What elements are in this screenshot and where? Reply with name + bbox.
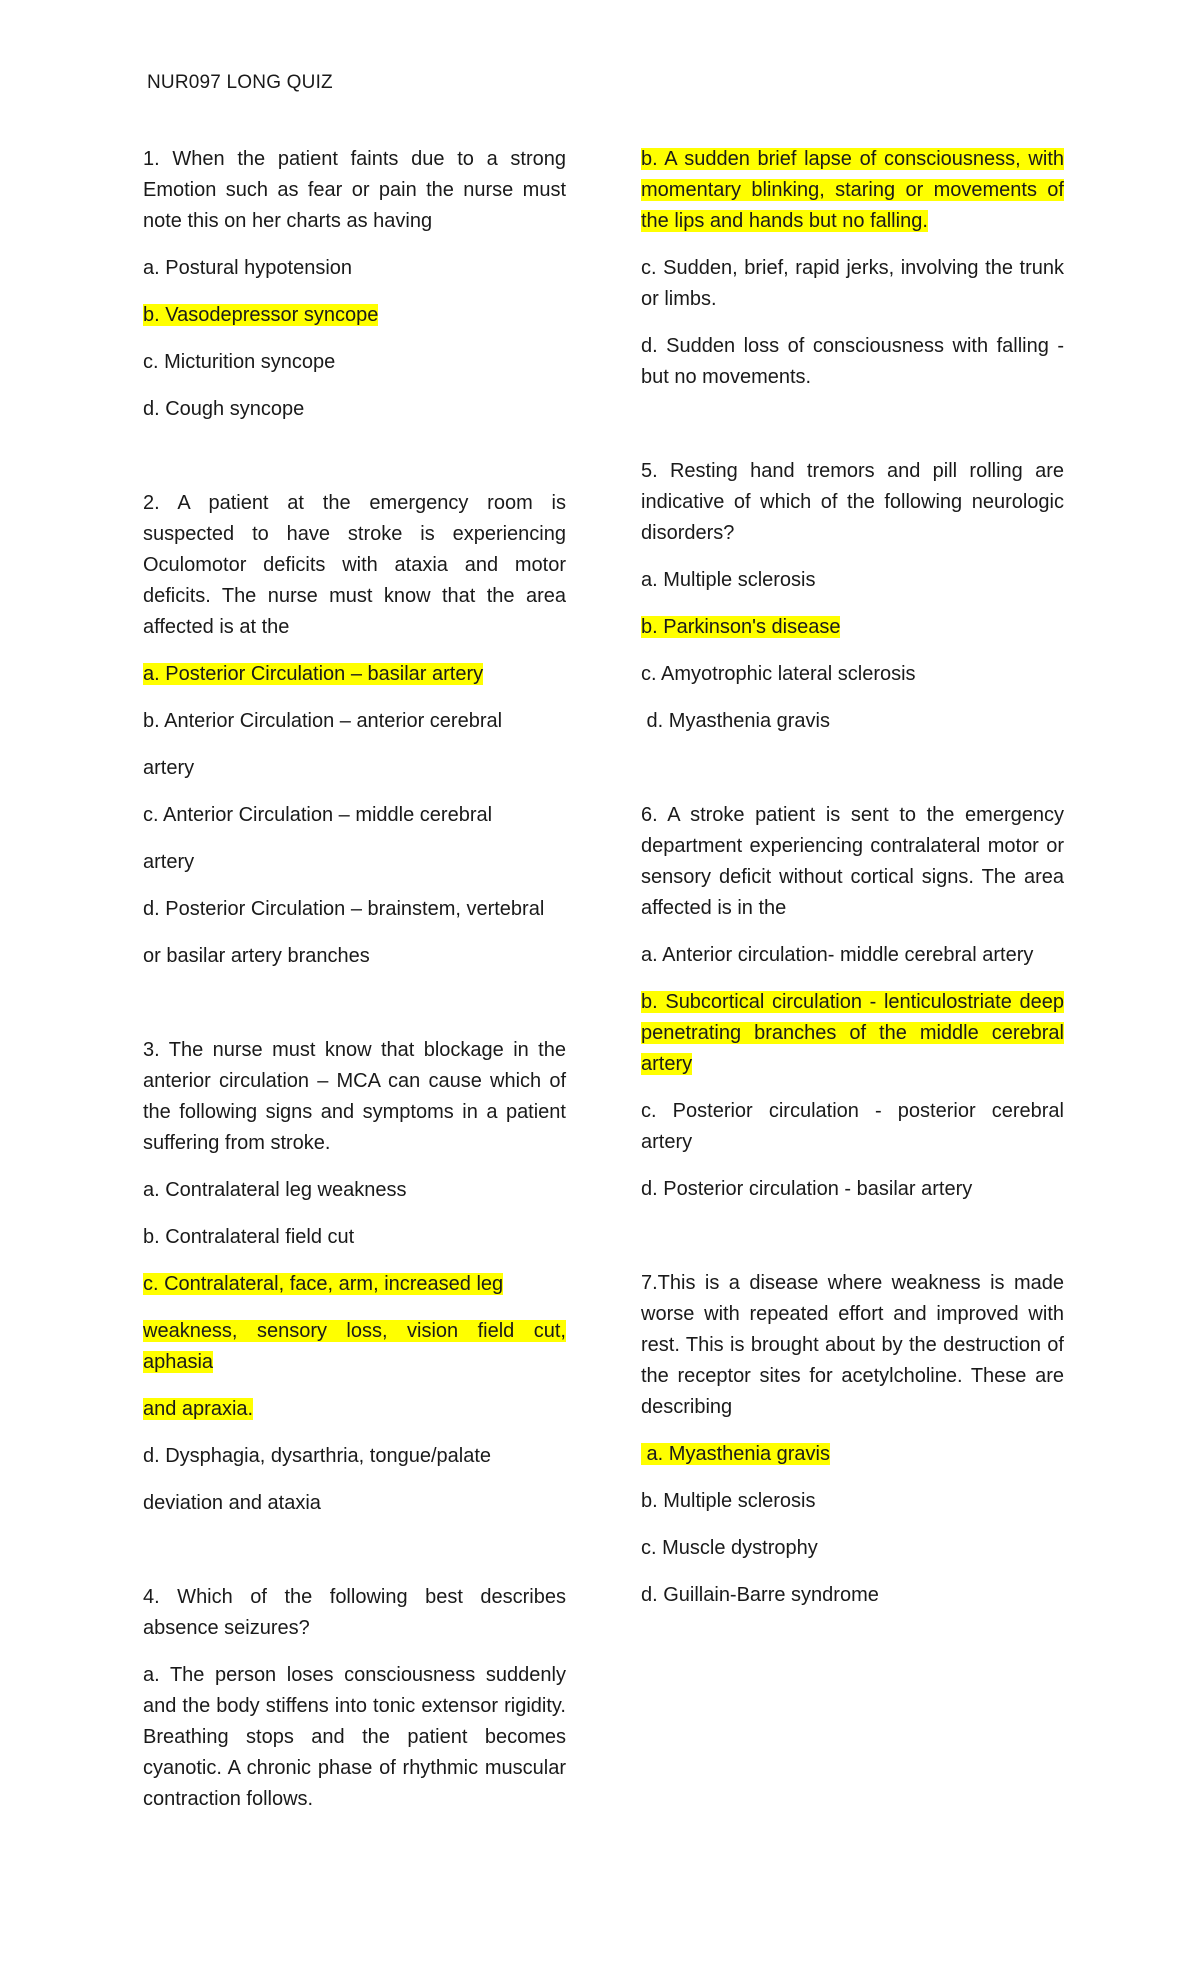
q3-option-c-answer-cont: weakness, sensory loss, vision field cut, aphasia (143, 1320, 566, 1373)
q5-option-c: c. Amyotrophic lateral sclerosis (641, 663, 916, 685)
question-1: 1. When the patient faints due to a strong Emotion such as fear or pain the nurse must note this on her charts as having (143, 148, 566, 232)
q6-option-d: d. Posterior circulation - basilar artery (641, 1178, 973, 1200)
q2-option-c: c. Anterior Circulation – middle cerebral (143, 804, 493, 826)
page-title: NUR097 LONG QUIZ (147, 72, 333, 93)
q2-option-b-cont: artery (143, 757, 195, 779)
q2-option-d: d. Posterior Circulation – brainstem, vertebral (143, 898, 545, 920)
q4-option-d: d. Sudden loss of consciousness with falling - but no movements. (641, 335, 1064, 388)
q1-option-b-answer: b. Vasodepressor syncope (143, 304, 379, 326)
q2-option-c-cont: artery (143, 851, 195, 873)
q7-option-c: c. Muscle dystrophy (641, 1537, 818, 1559)
q3-option-c-answer-end: and apraxia. (143, 1398, 254, 1420)
q1-option-d: d. Cough syncope (143, 398, 305, 420)
q5-option-a: a. Multiple sclerosis (641, 569, 816, 591)
question-2: 2. A patient at the emergency room is suspected to have stroke is experiencing Oculomotor deficits with ataxia and motor deficits. The nurse must know that the area affected is at the (143, 492, 566, 638)
q4-option-b-answer: b. A sudden brief lapse of consciousness, with momentary blinking, staring or movements of the lips and hands but no falling. (641, 148, 1064, 232)
question-5: 5. Resting hand tremors and pill rolling are indicative of which of the following neurologic disorders? (641, 460, 1064, 544)
q4-option-a: a. The person loses consciousness suddenly and the body stiffens into tonic extensor rigidity. Breathing stops and the patient becomes cyanotic. A chronic phase of rhythmic muscular contraction follows. (143, 1664, 566, 1810)
q3-option-a: a. Contralateral leg weakness (143, 1179, 407, 1201)
right-column (641, 144, 1064, 1627)
q7-option-d: d. Guillain-Barre syndrome (641, 1584, 879, 1606)
q2-option-a-answer: a. Posterior Circulation – basilar artery (143, 663, 484, 685)
q1-option-a: a. Postural hypotension (143, 257, 353, 279)
q6-option-a: a. Anterior circulation- middle cerebral artery (641, 944, 1034, 966)
q4-option-c: c. Sudden, brief, rapid jerks, involving the trunk or limbs. (641, 257, 1064, 310)
q6-option-b-answer: b. Subcortical circulation - lenticulostriate deep penetrating branches of the middle cerebral artery (641, 991, 1064, 1075)
left-column (143, 144, 566, 1831)
q3-option-d: d. Dysphagia, dysarthria, tongue/palate (143, 1445, 491, 1467)
q2-option-b: b. Anterior Circulation – anterior cerebral (143, 710, 503, 732)
question-6: 6. A stroke patient is sent to the emergency department experiencing contralateral motor or sensory deficit without cortical signs. The area affected is in the (641, 804, 1064, 919)
q5-option-b-answer: b. Parkinson's disease (641, 616, 841, 638)
question-3: 3. The nurse must know that blockage in the anterior circulation – MCA can cause which of the following signs and symptoms in a patient suffering from stroke. (143, 1039, 566, 1154)
q3-option-c-answer: c. Contralateral, face, arm, increased leg (143, 1273, 504, 1295)
q2-option-d-cont: or basilar artery branches (143, 945, 370, 967)
q3-option-b: b. Contralateral field cut (143, 1226, 355, 1248)
q7-option-a-answer: a. Myasthenia gravis (641, 1443, 830, 1465)
q6-option-c: c. Posterior circulation - posterior cerebral artery (641, 1100, 1064, 1153)
q3-option-d-cont: deviation and ataxia (143, 1492, 321, 1514)
q5-option-d: d. Myasthenia gravis (641, 710, 830, 732)
question-4: 4. Which of the following best describes absence seizures? (143, 1586, 566, 1639)
q1-option-c: c. Micturition syncope (143, 351, 336, 373)
question-7: 7.This is a disease where weakness is made worse with repeated effort and improved with rest. This is brought about by the destruction of the receptor sites for acetylcholine. These are describing (641, 1272, 1064, 1418)
q7-option-b: b. Multiple sclerosis (641, 1490, 816, 1512)
